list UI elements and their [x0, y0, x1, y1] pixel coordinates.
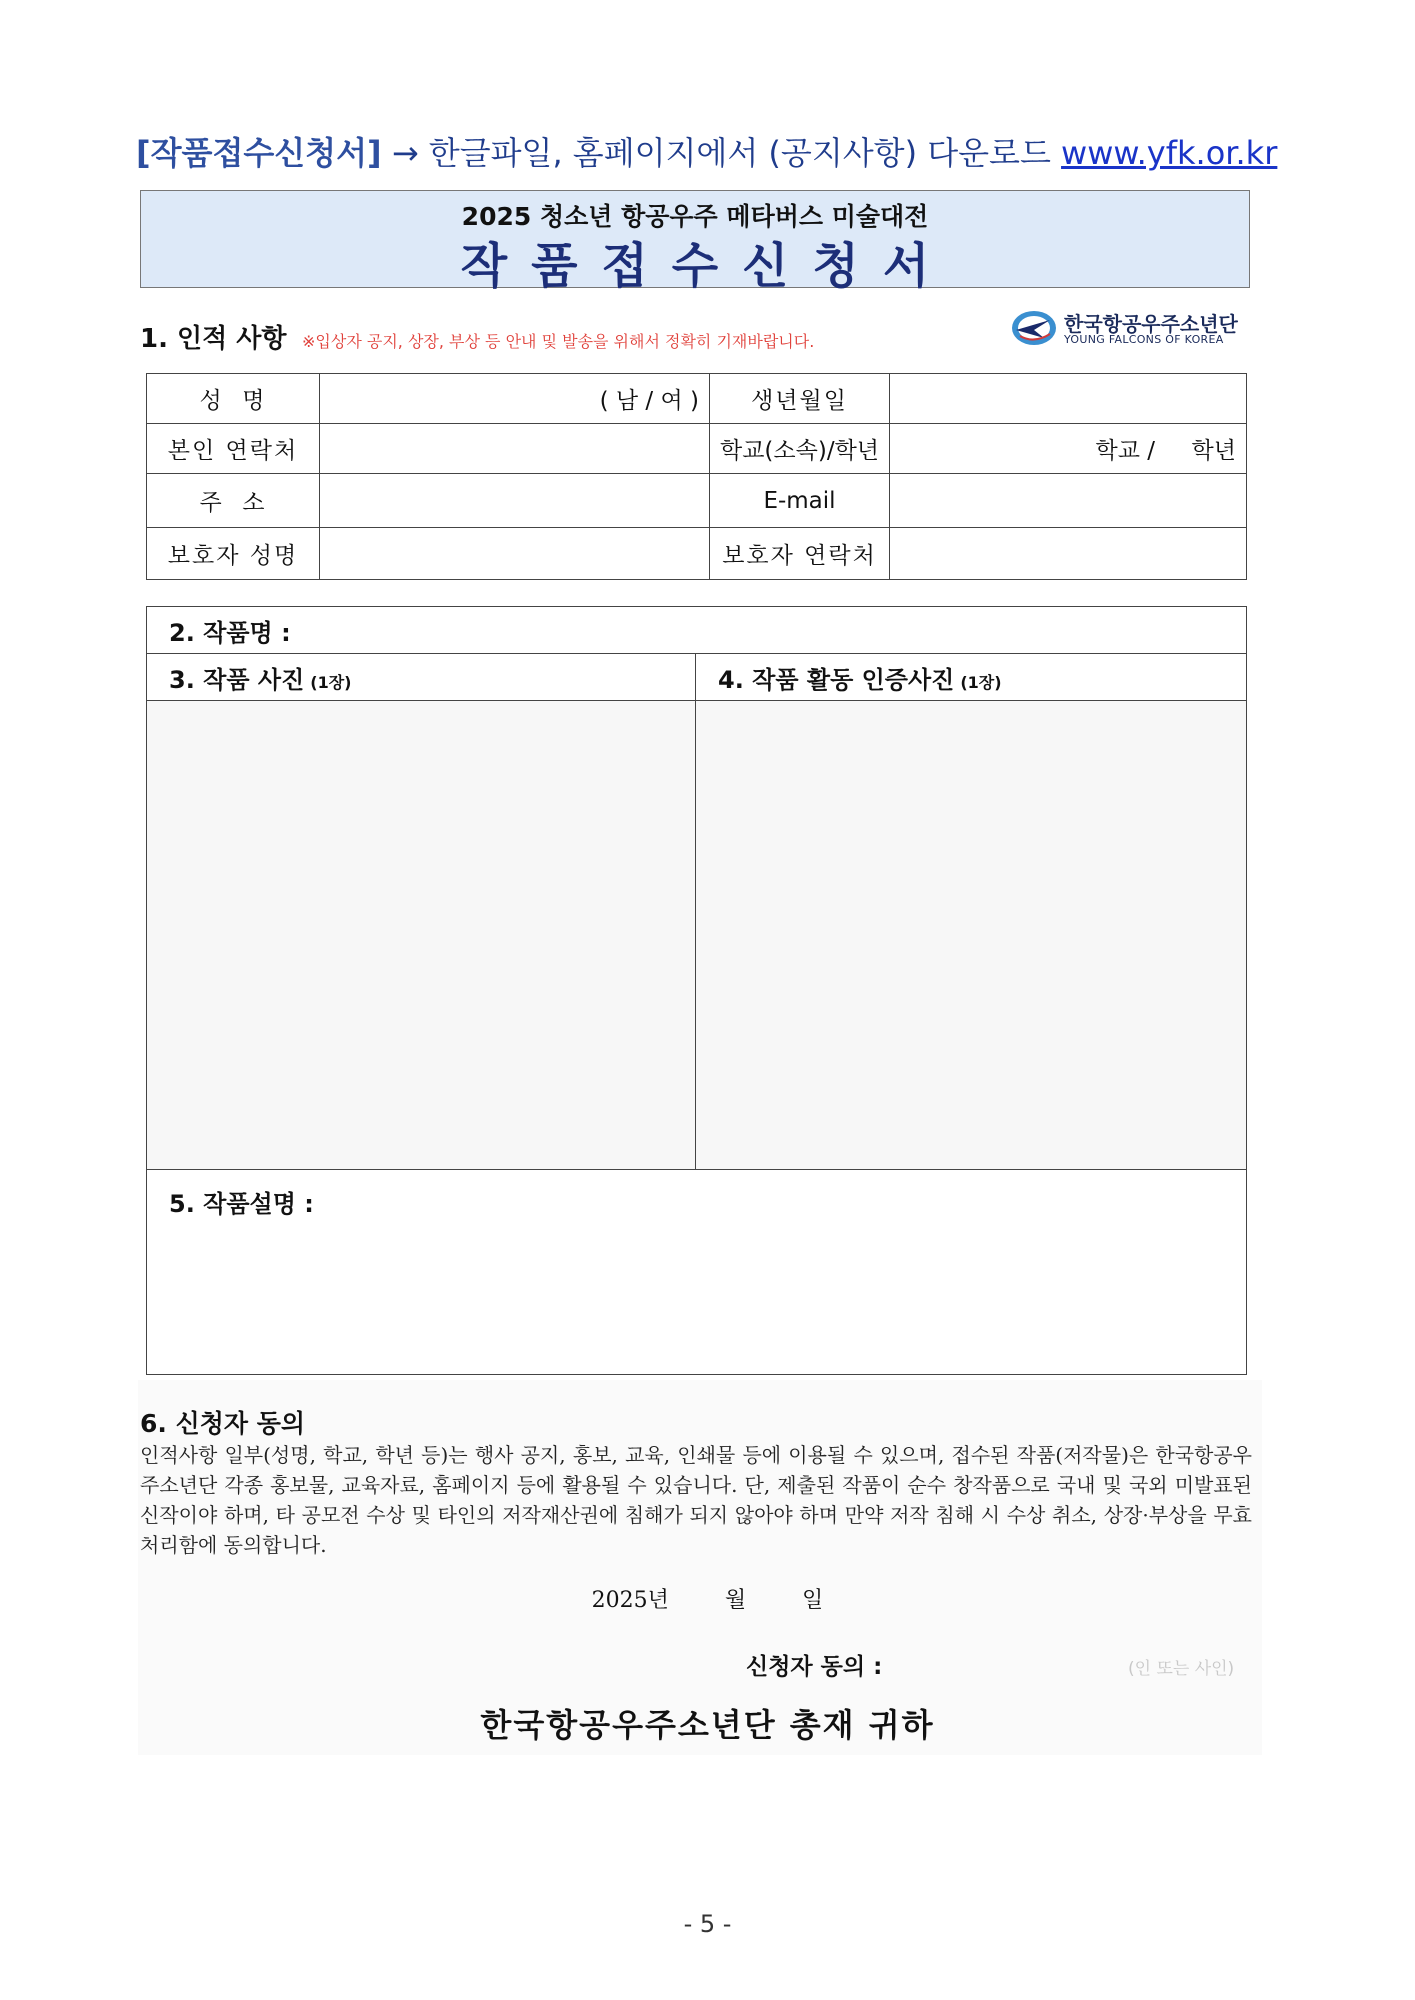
seal-or-signature-field[interactable]: (인 또는 사인) [1128, 1659, 1235, 1679]
table-row [147, 528, 1247, 580]
table-row [147, 654, 1247, 701]
school-grade-text: 학교 / 학년 [1095, 438, 1236, 464]
gender-choice: ( 남 / 여 ) [599, 388, 699, 414]
email-field[interactable] [890, 474, 1247, 528]
table-row [147, 1170, 1247, 1375]
consent-section [138, 1380, 1262, 1755]
download-text: → 한글파일, 홈페이지에서 (공지사항) 다운로드 [391, 134, 1051, 172]
table-row [147, 374, 1247, 424]
guardian-phone-label: 보호자 연락처 [710, 528, 890, 580]
title-box [140, 190, 1250, 294]
event-title: 2025 청소년 항공우주 메타버스 미술대전 [461, 202, 929, 231]
work-photo-area[interactable] [147, 701, 696, 1170]
personal-info-table [146, 373, 1247, 580]
logo-name-english: YOUNG FALCONS OF KOREA [1064, 333, 1224, 346]
activity-photo-count: (1장) [960, 672, 1002, 692]
personal-info-note: ※입상자 공지, 상장, 부상 등 안내 및 발송을 위해서 정확히 기재바랍니다. [302, 332, 815, 351]
birth-label: 생년월일 [710, 374, 890, 424]
table-row [147, 424, 1247, 474]
work-title-label: 2. 작품명 : [169, 618, 291, 647]
table-row [147, 607, 1247, 654]
school-field[interactable] [890, 424, 1247, 474]
consent-text: 인적사항 일부(성명, 학교, 학년 등)는 행사 공지, 홍보, 교육, 인쇄물 등에 이용될 수 있으며, 접수된 작품(저작물)은 한국항공우주소년단 각종 홍보물, 교육자료, 홈페이지 등에 활용될 수 있습니다. 단, 제출된 작품이 순수 창작품으로 국내 및 국외 미발표된 신작이야 하며, 타 공모전 수상 및 타인의 저작재산권에 침해가 되지 않아야 하며 만약 저작 침해 시 수상 취소, 상장·부상을 무효처리함에 동의합니다. [140, 1443, 1252, 1557]
website-link[interactable]: www.yfk.or.kr [1061, 134, 1278, 172]
birth-field[interactable] [890, 374, 1247, 424]
guardian-phone-field[interactable] [890, 528, 1247, 580]
page-number: - 5 - [683, 1910, 732, 1938]
download-instruction [136, 128, 1277, 174]
section-personal-info-heading: 1. 인적 사항 [140, 324, 287, 354]
date-line[interactable]: 2025년 월 일 [591, 1588, 824, 1613]
work-submission-table [146, 606, 1247, 1375]
form-title: 작품접수신청서 [460, 238, 954, 294]
address-label: 주 소 [147, 474, 320, 528]
activity-photo-header [696, 654, 1247, 701]
logo-name-korean: 한국항공우주소년단 [1064, 312, 1238, 336]
name-field[interactable] [320, 374, 710, 424]
address-field[interactable] [320, 474, 710, 528]
table-row [147, 701, 1247, 1170]
email-label: E-mail [710, 474, 890, 528]
work-photo-label: 3. 작품 사진 [169, 665, 305, 694]
falcon-emblem-icon [1010, 308, 1058, 348]
phone-field[interactable] [320, 424, 710, 474]
form-label: [작품접수신청서] [136, 134, 382, 172]
work-photo-header [147, 654, 696, 701]
table-row [147, 474, 1247, 528]
guardian-name-label: 보호자 성명 [147, 528, 320, 580]
school-label: 학교(소속)/학년 [710, 424, 890, 474]
work-description-label: 5. 작품설명 : [169, 1190, 314, 1218]
consent-heading: 6. 신청자 동의 [140, 1409, 306, 1438]
work-title-field[interactable] [147, 607, 1247, 654]
work-description-field[interactable] [147, 1170, 1247, 1375]
applicant-consent-label: 신청자 동의 : [746, 1654, 883, 1680]
phone-label: 본인 연락처 [147, 424, 320, 474]
activity-photo-area[interactable] [696, 701, 1247, 1170]
addressee: 한국항공우주소년단 총재 귀하 [480, 1706, 935, 1744]
work-photo-count: (1장) [310, 672, 352, 692]
name-label: 성 명 [147, 374, 320, 424]
guardian-name-field[interactable] [320, 528, 710, 580]
activity-photo-label: 4. 작품 활동 인증사진 [718, 665, 955, 694]
organization-logo [1010, 306, 1240, 350]
